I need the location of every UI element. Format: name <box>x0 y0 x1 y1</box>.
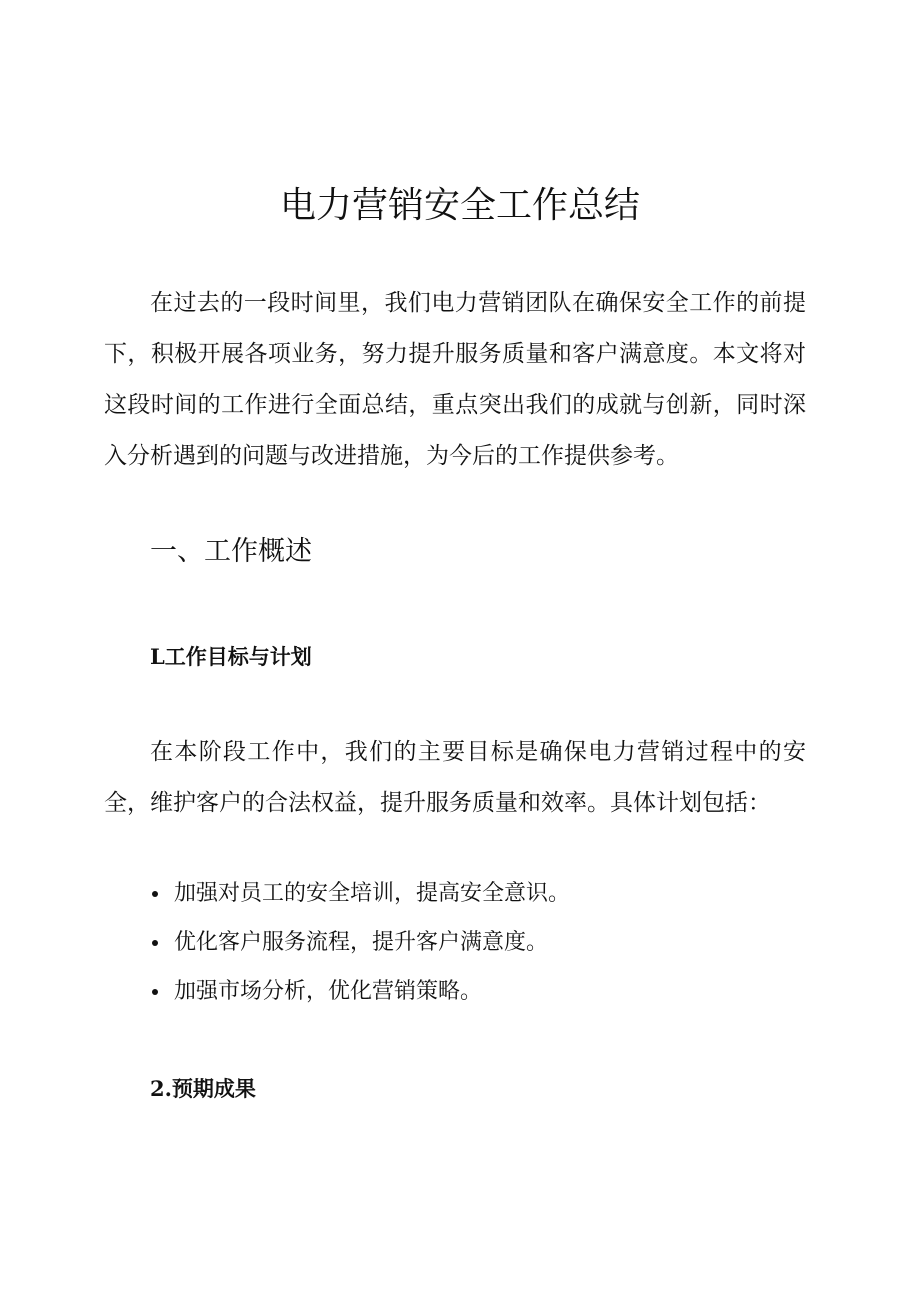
bullet-icon <box>152 891 158 897</box>
subsection-heading-goals-plan: L工作目标与计划 <box>150 644 312 669</box>
list-item <box>150 918 570 967</box>
subsection-heading-expected-results: 2.预期成果 <box>150 1076 256 1101</box>
section-heading-work-overview: 一、工作概述 <box>150 536 312 567</box>
bullet-icon <box>152 989 158 995</box>
bullet-icon <box>152 940 158 946</box>
intro-paragraph: 在过去的一段时间里，我们电力营销团队在确保安全工作的前提下，积极开展各项业务，努力提升服务质量和客户满意度。本文将对这段时间的工作进行全面总结，重点突出我们的成就与创新，同时深入分析遇到的问题与改进措施，为今后的工作提供参考。 <box>104 290 806 469</box>
plan-bullet-list <box>150 869 570 1016</box>
goals-paragraph: 在本阶段工作中，我们的主要目标是确保电力营销过程中的安全，维护客户的合法权益，提升服务质量和效率。具体计划包括： <box>104 739 806 816</box>
document-title: 电力营销安全工作总结 <box>279 185 640 226</box>
list-item-text: 加强对员工的安全培训，提高安全意识。 <box>174 881 571 906</box>
list-item-text: 优化客户服务流程，提升客户满意度。 <box>174 930 549 955</box>
list-item <box>150 967 570 1016</box>
list-item-text: 加强市场分析，优化营销策略。 <box>174 979 483 1004</box>
list-item <box>150 869 570 918</box>
